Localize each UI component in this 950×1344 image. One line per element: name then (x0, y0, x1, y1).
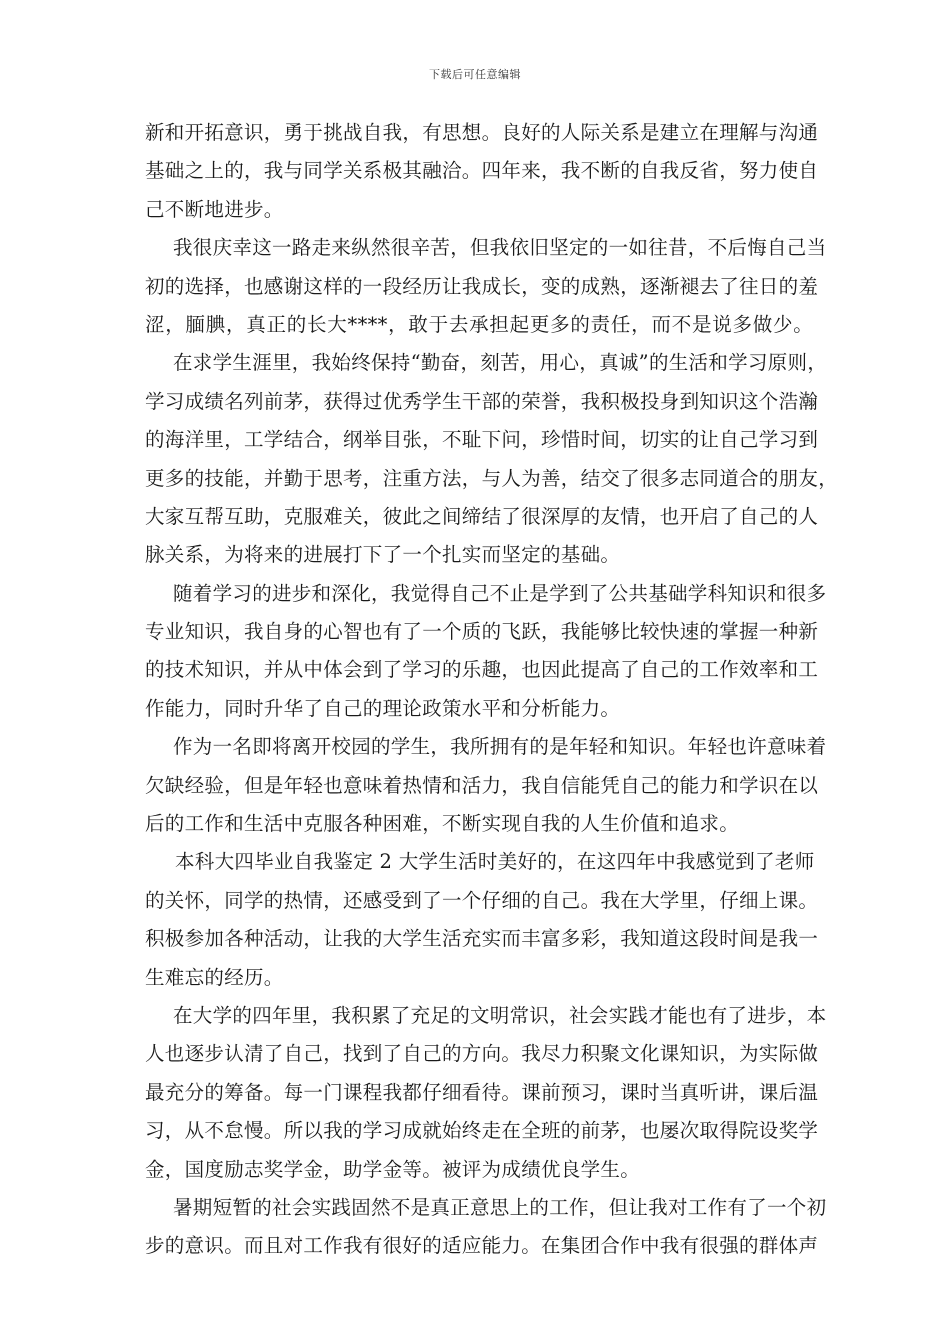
text-line: 人也逐步认清了自己，找到了自己的方向。我尽力积聚文化课知识，为实际做 (145, 1042, 819, 1066)
text-line: 在求学生涯里，我始终保持“勤奋，刻苦，用心，真诚”的生活和学习原则， (173, 351, 828, 375)
text-line: 欠缺经验，但是年轻也意味着热情和活力，我自信能凭自己的能力和学识在以 (145, 773, 819, 797)
text-line: 的海洋里，工学结合，纲举目张，不耻下问，珍惜时间，切实的让自己学习到 (145, 428, 819, 452)
text-line: 脉关系，为将来的进展打下了一个扎实而坚定的基础。 (145, 543, 621, 567)
text-line: 大家互帮互助，克服难关，彼此之间缔结了很深厚的友情，也开启了自己的人 (145, 504, 819, 528)
document-body (145, 114, 839, 1266)
text-line: 学习成绩名列前茅，获得过优秀学生干部的荣誉，我积极投身到知识这个浩瀚 (145, 389, 819, 413)
text-line: 步的意识。而且对工作我有很好的适应能力。在集团合作中我有很强的群体声 (145, 1234, 819, 1258)
page-header-note: 下载后可任意编辑 (429, 68, 521, 81)
text-line: 最充分的筹备。每一门课程我都仔细看待。课前预习，课时当真听讲，课后温 (145, 1080, 819, 1104)
text-line: 在大学的四年里，我积累了充足的文明常识，社会实践才能也有了进步，本 (173, 1003, 827, 1027)
text-line: 生难忘的经历。 (145, 965, 284, 989)
text-line: 己不断地进步。 (145, 197, 284, 221)
text-line: 金，国度励志奖学金，助学金等。被评为成绩优良学生。 (145, 1157, 641, 1181)
text-line: 后的工作和生活中克服各种困难，不断实现自我的人生价值和追求。 (145, 812, 740, 836)
text-line: 的关怀，同学的热情，还感受到了一个仔细的自己。我在大学里，仔细上课。 (145, 888, 819, 912)
text-line: 涩，腼腆，真正的长大****，敢于去承担起更多的责任，而不是说多做少。 (145, 312, 813, 336)
text-line: 积极参加各种活动，让我的大学生活充实而丰富多彩，我知道这段时间是我一 (145, 927, 819, 951)
text-line: 初的选择，也感谢这样的一段经历让我成长，变的成熟，逐渐褪去了往日的羞 (145, 274, 819, 298)
text-line: 专业知识，我自身的心智也有了一个质的飞跃，我能够比较快速的掌握一种新 (145, 620, 819, 644)
text-line: 更多的技能，并勤于思考，注重方法，与人为善，结交了很多志同道合的朋友， (145, 466, 839, 490)
text-line: 基础之上的，我与同学关系极其融洽。四年来，我不断的自我反省，努力使自 (145, 159, 819, 183)
text-line: 随着学习的进步和深化，我觉得自己不止是学到了公共基础学科知识和很多 (173, 581, 827, 605)
text-line: 习，从不怠慢。所以我的学习成就始终走在全班的前茅，也屡次取得院设奖学 (145, 1119, 819, 1143)
text-line: 暑期短暂的社会实践固然不是真正意思上的工作，但让我对工作有了一个初 (173, 1195, 827, 1219)
text-line: 作为一名即将离开校园的学生，我所拥有的是年轻和知识。年轻也许意味着 (173, 735, 827, 759)
text-line: 新和开拓意识，勇于挑战自我，有思想。良好的人际关系是建立在理解与沟通 (145, 121, 819, 144)
text-line: 我很庆幸这一路走来纵然很辛苦，但我依旧坚定的一如往昔，不后悔自己当 (173, 236, 827, 260)
text-line: 的技术知识，并从中体会到了学习的乐趣，也因此提高了自己的工作效率和工 (145, 658, 819, 682)
text-line: 作能力，同时升华了自己的理论政策水平和分析能力。 (145, 696, 621, 720)
text-line: 本科大四毕业自我鉴定 2 大学生活时美好的，在这四年中我感觉到了老师 (175, 850, 815, 874)
